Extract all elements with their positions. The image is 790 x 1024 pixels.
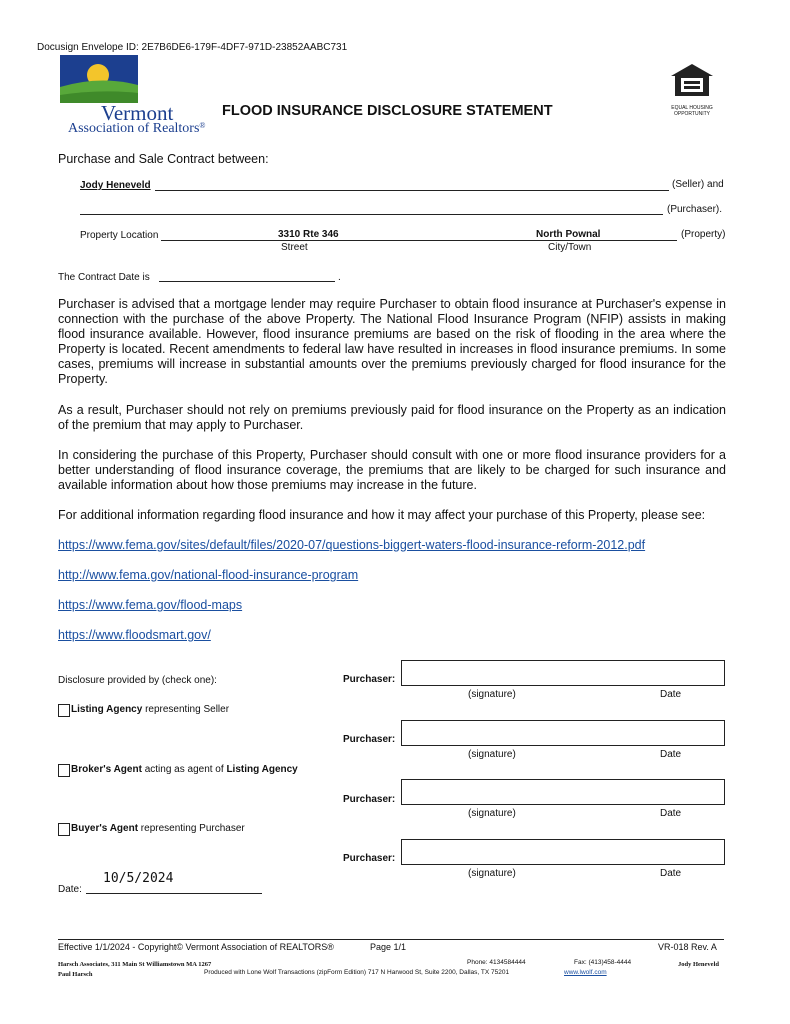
- signature-box-2[interactable]: [401, 720, 725, 746]
- footer-agent: Paul Harsch: [58, 971, 93, 978]
- property-street-caption: Street: [281, 242, 308, 253]
- date-caption-4: Date: [660, 868, 682, 879]
- contract-date-period: .: [338, 272, 341, 283]
- footer-url[interactable]: www.lwolf.com: [564, 969, 607, 976]
- signature-caption-3: (signature): [468, 808, 516, 819]
- brokers-agent-option: Broker's Agent acting as agent of Listing Agency: [71, 764, 298, 775]
- purchaser-line[interactable]: [80, 214, 663, 215]
- listing-agency-checkbox[interactable]: [58, 704, 70, 717]
- date-label: Date:: [58, 884, 82, 895]
- buyers-agent-checkbox[interactable]: [58, 823, 70, 836]
- contract-between-label: Purchase and Sale Contract between:: [58, 152, 269, 166]
- purchaser-label-4: Purchaser:: [343, 853, 396, 864]
- footer-rev: VR-018 Rev. A: [658, 942, 717, 952]
- equal-housing-logo: [667, 62, 717, 117]
- footer-fax: Fax: (413)458-4444: [574, 959, 632, 966]
- signature-box-4[interactable]: [401, 839, 725, 865]
- signature-caption-1: (signature): [468, 689, 516, 700]
- footer-client: Jody Heneveld: [678, 961, 719, 968]
- footer-effective: Effective 1/1/2024 - Copyright© Vermont Association of REALTORS®: [58, 942, 334, 952]
- footer-divider: [58, 939, 724, 940]
- buyers-agent-option: Buyer's Agent representing Purchaser: [71, 823, 245, 834]
- purchaser-label-1: Purchaser:: [343, 674, 396, 685]
- paragraph-1: Purchaser is advised that a mortgage lender may require Purchaser to obtain flood insurance at Purchaser's expense in connection with the purchase of the above Property. The National Flood Insurance Program (NFIP) assists in making flood insurance available. However, flood insurance premiums are based on the risk of flooding in the area where the Property is located. Recent amendments to federal law have resulted in increases in flood insurance premiums. In some cases, premiums will increase in substantial amounts over the premiums previously charged for flood insurance for the Property.: [58, 297, 726, 386]
- link-biggert-waters[interactable]: https://www.fema.gov/sites/default/files/2020-07/questions-biggert-waters-flood-insurance-reform-2012.pdf: [58, 538, 646, 552]
- equal-housing-icon: [667, 62, 717, 100]
- property-location-label: Property Location: [80, 230, 159, 241]
- property-city[interactable]: North Pownal: [536, 229, 601, 240]
- signature-box-3[interactable]: [401, 779, 725, 805]
- signature-box-1[interactable]: [401, 660, 725, 686]
- date-caption-2: Date: [660, 749, 682, 760]
- seller-line: [155, 190, 669, 191]
- contract-date-line[interactable]: [159, 281, 335, 282]
- ehO-line2: OPPORTUNITY: [673, 111, 711, 117]
- paragraph-2: As a result, Purchaser should not rely on premiums previously paid for flood insurance on the Property as an indication of the premium that may apply to Purchaser.: [58, 403, 726, 432]
- purchaser-suffix: (Purchaser).: [667, 204, 723, 215]
- disclosure-label: Disclosure provided by (check one):: [58, 675, 217, 686]
- seller-name[interactable]: Jody Heneveld: [80, 180, 151, 191]
- footer-page: Page 1/1: [370, 942, 407, 952]
- envelope-id: Docusign Envelope ID: 2E7B6DE6-179F-4DF7-971D-23852AABC731: [37, 42, 348, 53]
- logo-text-association: Association of Realtors®: [68, 121, 206, 136]
- purchaser-label-3: Purchaser:: [343, 794, 396, 805]
- link-nfip[interactable]: http://www.fema.gov/national-flood-insurance-program: [58, 568, 359, 582]
- link-flood-maps[interactable]: https://www.fema.gov/flood-maps: [58, 598, 243, 612]
- seller-suffix: (Seller) and: [672, 179, 724, 190]
- footer-phone: Phone: 4134584444: [467, 959, 526, 966]
- date-line: [86, 893, 262, 894]
- brokers-agent-checkbox[interactable]: [58, 764, 70, 777]
- date-caption-3: Date: [660, 808, 682, 819]
- property-line: [161, 240, 677, 241]
- purchaser-label-2: Purchaser:: [343, 734, 396, 745]
- ehO-line1: EQUAL HOUSING: [671, 105, 713, 111]
- property-city-caption: City/Town: [548, 242, 592, 253]
- logo-text-vermont: Vermont: [101, 101, 174, 125]
- footer-agency: Harsch Associates, 311 Main St Williamstown MA 1267: [58, 961, 212, 968]
- paragraph-4: For additional information regarding flood insurance and how it may affect your purchase of this Property, please see:: [58, 508, 706, 522]
- property-street[interactable]: 3310 Rte 346: [278, 229, 339, 240]
- page-title: FLOOD INSURANCE DISCLOSURE STATEMENT: [222, 103, 553, 119]
- signature-caption-4: (signature): [468, 868, 516, 879]
- footer-produced: Produced with Lone Wolf Transactions (zipForm Edition) 717 N Harwood St, Suite 2200, Dallas, TX 75201: [204, 969, 510, 976]
- listing-agency-option: Listing Agency representing Seller: [71, 704, 230, 715]
- date-caption-1: Date: [660, 689, 682, 700]
- link-floodsmart[interactable]: https://www.floodsmart.gov/: [58, 628, 211, 642]
- signature-caption-2: (signature): [468, 749, 516, 760]
- property-suffix: (Property): [681, 229, 726, 240]
- contract-date-label: The Contract Date is: [58, 272, 150, 283]
- paragraph-3: In considering the purchase of this Property, Purchaser should consult with one or more flood insurance providers for a better understanding of flood insurance coverage, the premiums that are likely to be charged for such insurance and available information about how those premiums may increase in the future.: [58, 448, 726, 492]
- date-value[interactable]: 10/5/2024: [103, 871, 174, 886]
